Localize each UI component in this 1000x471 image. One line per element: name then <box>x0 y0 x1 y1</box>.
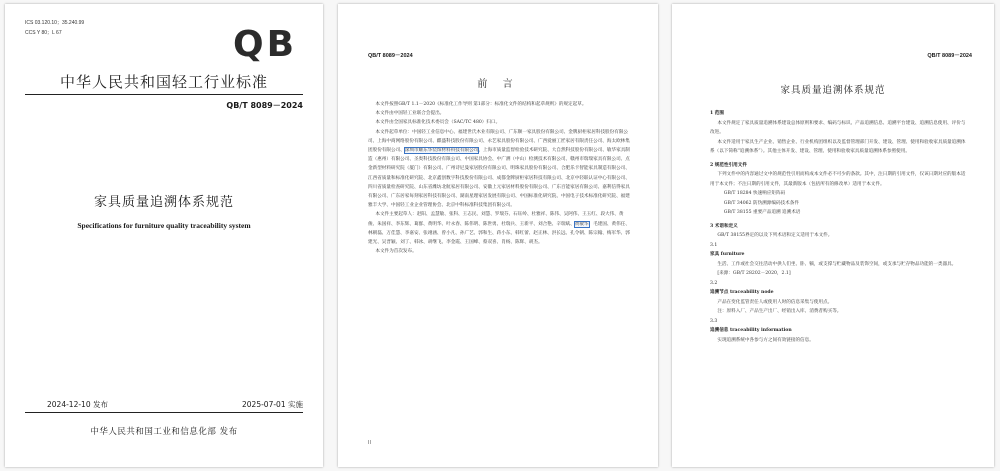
ccs-code: CCS Y 80；L 67 <box>25 30 62 36</box>
source-note: [来源：GB/T 28202－2020，2.1] <box>717 271 791 276</box>
term: 追溯节点 traceability node <box>710 290 774 295</box>
foreword-paragraph: 本文件由全国家具标准化技术委员会（SAC/TC 480）归口。 <box>375 120 501 126</box>
drafting-units-text: 、上海市质量监督检验技术研究院、大自然科技股份有限公司、敏华家具制造（惠州）有限公司、圣奥科技股份有限公司、中国家具协会、中广测（中山）检测技术有限公司、赣州市瑞瑞家具有限公司、点金新型材料研究院（厦门）有限公司、广州诗尼曼家居股份有限公司、明珠家具股份有限公司、合肥乐卡智能家具制造有限公司、江西省质量和标准化研究院、北京鑫创数字科技股份有限公司、成都金牌厨柜家居科技有限公司、北京中轻联认证中心有限公司、四川省质量检查研究院、山东省潍坊北航家居有限公司、安徽上元家居材料股份有限公司、广东百能家居有限公司、嘉利信得家具有限公司、广东居家每刻家居科技有限公司、湖南星理家居发展有限公司、中国标准化研究院、中国电子技术标准化研究院、福建雅丰大学、中国轻工业企业管理协会、北京中科标准科技集团有限公司。 <box>368 148 630 209</box>
reference-item: GB/T 18284 快速响应矩阵码 <box>723 191 786 196</box>
foreword-body <box>368 100 630 256</box>
body-text <box>710 105 966 345</box>
foreword-heading: 前 言 <box>477 79 519 90</box>
top-divider <box>25 94 303 95</box>
paragraph: 下列文件中的内容通过文中的规范性引用而构成本文件必不可少的条款。其中，注日期的引用文件，仅该日期对应的版本适用于本文件；不注日期的引用文件，其最新版本（包括所有的修改单）适用于本文件。 <box>710 172 966 187</box>
foreword-paragraph: 本文件由中国轻工业联合会提出。 <box>375 111 445 117</box>
page-number: II <box>368 440 371 446</box>
implement-date: 2025-07-01 实施 <box>242 400 303 409</box>
publish-date: 2024-12-10 发布 <box>47 400 108 409</box>
highlighted-company[interactable]: 深圳市耀东华装饰材料科技有限公司 <box>404 148 479 154</box>
clause-number: 3.3 <box>710 318 718 324</box>
running-header: QB/T 8089－2024 <box>368 53 413 59</box>
section-heading: 3 术语和定义 <box>710 223 738 229</box>
content-page <box>672 4 994 467</box>
definition: 产品在变化监管责任人或使用人时的信息采集与使用点。 <box>717 299 833 305</box>
highlighted-drafter[interactable]: 黄敏华 <box>574 221 589 227</box>
drafters-text: 本文件主要起草人：赵阳、孟慧敏、张科、王志民、刘慧、罗瑞芬、石钰岭、杜雅祥、陈伟、吴阿伟、王玉红、段大伟、黄俊、朱国祥、李东辉、葛群、黄明华、叶永春、陈伟明、陈世勇、杜瑞兵、王新平、刘合艳、辛瑞斌、 <box>368 212 624 227</box>
reference-item: GB/T 34062 防伪溯源编码技术条件 <box>723 200 799 206</box>
foreword-paragraph: 本文件按照GB/T 1.1－2020《标准化工作导则 第1部分：标准化文件的结构和起草规则》的规定起草。 <box>375 102 587 107</box>
cover-page <box>5 4 323 467</box>
body-title: 家具质量追溯体系规范 <box>780 85 886 96</box>
reference-item: GB/T 38155 重要产品追溯 追溯术语 <box>723 210 801 215</box>
document-title-english: Specifications for furniture quality traceability system <box>77 221 251 230</box>
drafting-units-paragraph <box>368 128 630 211</box>
bottom-divider <box>25 412 303 413</box>
note: 注：原料入厂、产品生产出厂、经销出入库、消费者购买等。 <box>717 309 842 314</box>
document-title: 家具质量追溯体系规范 <box>93 195 234 210</box>
clause-number: 3.1 <box>710 242 718 248</box>
issuer: 中华人民共和国工业和信息化部 发布 <box>90 427 238 437</box>
definition: 生活、工作或社会交往活动中供人们坐、卧、躺，或支撑与贮藏物品及装饰空间，或支承与贮存物品功能的一类器具。 <box>717 261 957 267</box>
foreword-paragraph: 本文件为首次发布。 <box>375 249 417 255</box>
foreword-page <box>338 4 658 467</box>
drafters-text: 、毛建国、黄伟任、林朝磊、万佳慧、李嘉安、张翊涵、曾小凡、孙广艺、郭和生、蒋小东、韩红蕾、赵正林、洪长远、孔令朝、陈宗翰、梅军华、郭建光、吴晋颖、刘丁、韩冰、胡继飞、李金霞、王国峰、蔡双喜、肖杨、陈辉、胡杰。 <box>368 221 630 246</box>
section-heading: 1 范围 <box>710 111 724 116</box>
definition: 实现追溯系统中各参与方之间有效链接的信息。 <box>717 337 814 343</box>
drafters-paragraph <box>368 210 630 247</box>
paragraph: 本文件规定了家具质量追溯体系建设总体原则和要求、编码与标识、产品追溯信息、追溯平台建设、追溯信息使用、评价与改进。 <box>710 120 966 135</box>
clause-number: 3.2 <box>710 280 718 286</box>
standard-title: 中华人民共和国轻工行业标准 <box>59 73 268 91</box>
paragraph: 本文件适用于家具生产企业、销售企业、行业机构团组织以及监督管理部门开发、建设、管理、使用和验收家具质量追溯体系（以下简称“追溯体系”）。其他主体开发、建设、管理、使用和验收家具质量追溯体系参照使用。 <box>710 139 966 154</box>
standard-number: QB/T 8089－2024 <box>226 101 303 110</box>
drafting-units-text: 本文件起草单位：中国轻工业信息中心、福建世氏木业有限公司、广东顺一家具股份有限公司、金牌厨柜家居科技股份有限公司、上海中商网络股份有限公司、麒盛科技股份有限公司、永艺家具股份有限公司、广西爱丽工匠家居有限责任公司、海太欧林集团股份有限公司、 <box>368 129 630 154</box>
paragraph: GB/T 38155界定的以及下列术语和定义适用于本文件。 <box>717 233 833 238</box>
ics-code: ICS 03.120.10；35.240.99 <box>25 20 85 26</box>
term: 追溯信息 traceability information <box>710 328 792 333</box>
term: 家具 furniture <box>710 252 745 257</box>
section-heading: 2 规范性引用文件 <box>710 162 747 168</box>
qb-logo: QB <box>233 24 298 65</box>
running-header: QB/T 8089－2024 <box>927 53 972 59</box>
